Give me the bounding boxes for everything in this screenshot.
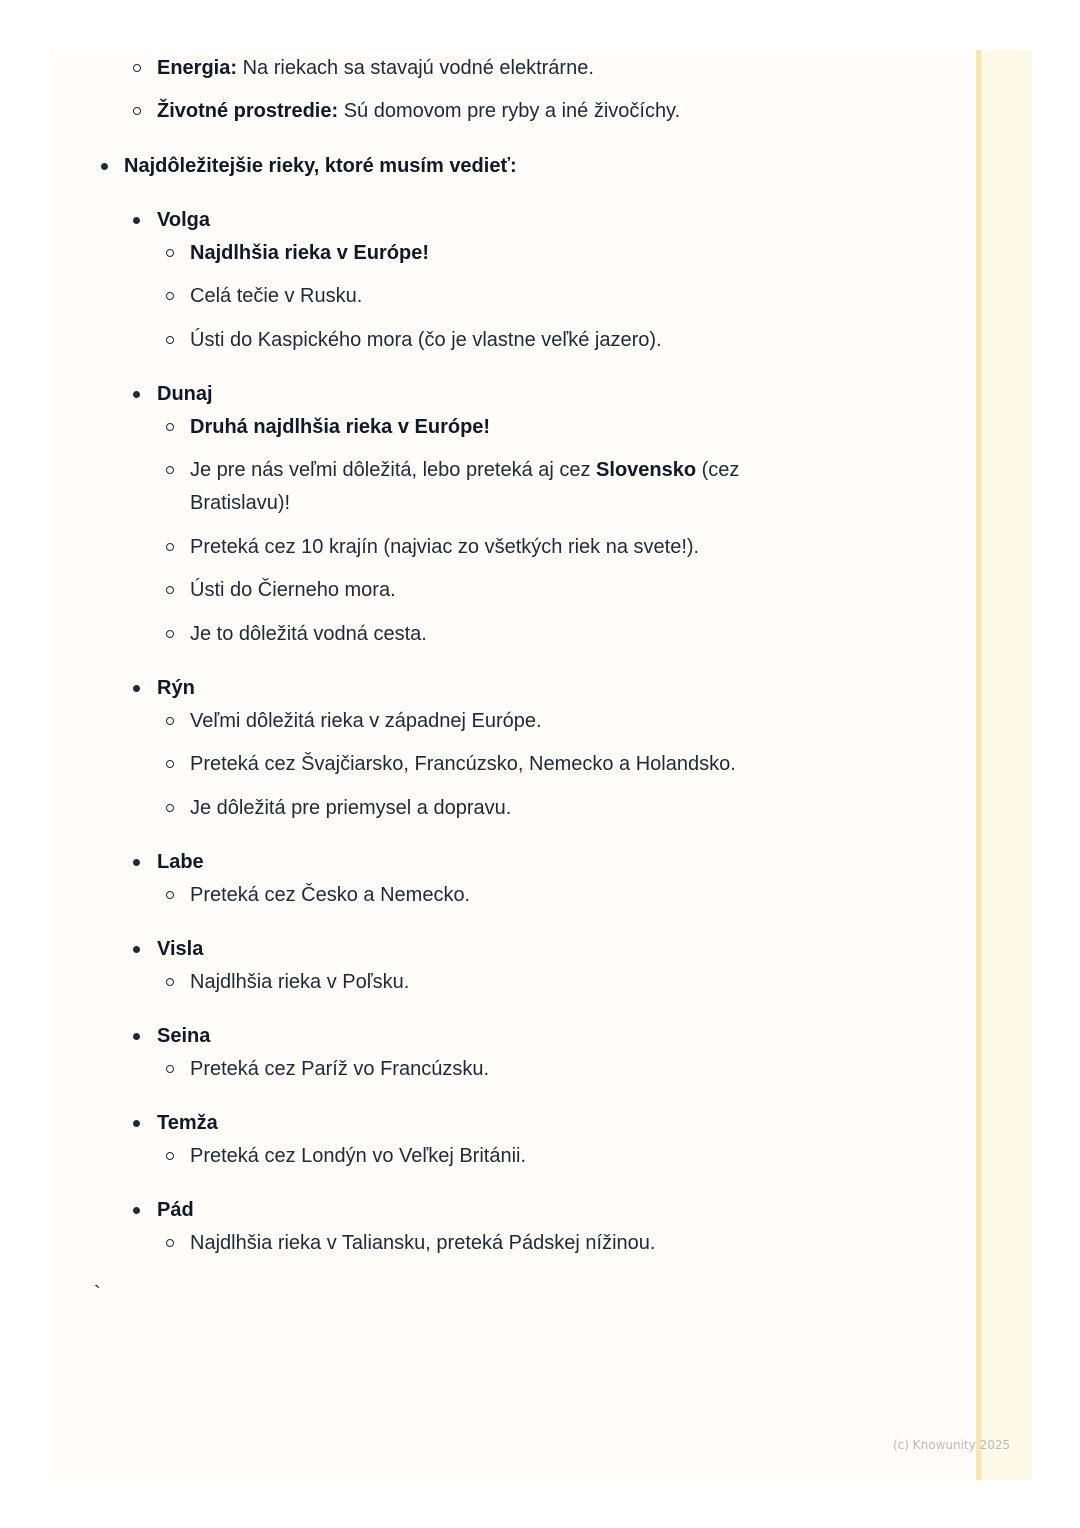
fact-emphasis: Slovensko	[596, 459, 697, 481]
circle-bullet-icon	[166, 292, 174, 300]
river-name-labe: Labe	[157, 851, 204, 873]
list-item-zivotne-prostredie	[157, 95, 680, 128]
disc-bullet-icon	[133, 1120, 140, 1127]
river-fact: Najdlhšia rieka v Európe!	[190, 242, 429, 264]
river-fact	[190, 454, 739, 487]
river-fact: Najdlhšia rieka v Poľsku.	[190, 971, 410, 993]
circle-bullet-icon	[166, 760, 174, 768]
disc-bullet-icon	[133, 685, 140, 692]
circle-bullet-icon	[166, 717, 174, 725]
circle-bullet-icon	[166, 804, 174, 812]
river-fact-continuation: Bratislavu)!	[190, 492, 291, 514]
river-name-pad: Pád	[157, 1199, 194, 1221]
circle-bullet-icon	[166, 586, 174, 594]
item-label: Energia:	[157, 57, 238, 79]
margin-line	[976, 50, 981, 1480]
circle-bullet-icon	[166, 466, 174, 474]
disc-bullet-icon	[133, 1207, 140, 1214]
disc-bullet-icon	[101, 163, 108, 170]
river-fact: Preteká cez Švajčiarsko, Francúzsko, Nemecko a Holandsko.	[190, 753, 736, 775]
disc-bullet-icon	[133, 1033, 140, 1040]
circle-bullet-icon	[133, 107, 141, 115]
section-heading: Najdôležitejšie rieky, ktoré musím vedieť:	[124, 155, 517, 177]
river-fact: Je to dôležitá vodná cesta.	[190, 623, 427, 645]
river-fact: Najdlhšia rieka v Taliansku, preteká Pádskej nížinou.	[190, 1232, 656, 1254]
margin-strip	[976, 50, 1032, 1480]
stray-mark: `	[94, 1283, 101, 1305]
circle-bullet-icon	[166, 249, 174, 257]
circle-bullet-icon	[166, 423, 174, 431]
river-fact: Preteká cez Česko a Nemecko.	[190, 884, 471, 906]
item-label: Životné prostredie:	[157, 100, 339, 122]
item-text: Sú domovom pre ryby a iné živočíchy.	[338, 100, 681, 122]
river-fact: Veľmi dôležitá rieka v západnej Európe.	[190, 710, 542, 732]
disc-bullet-icon	[133, 217, 140, 224]
circle-bullet-icon	[166, 543, 174, 551]
circle-bullet-icon	[166, 891, 174, 899]
fact-text: Je pre nás veľmi dôležitá, lebo preteká aj cez	[190, 459, 597, 481]
disc-bullet-icon	[133, 946, 140, 953]
river-fact: Druhá najdlhšia rieka v Európe!	[190, 416, 491, 438]
circle-bullet-icon	[166, 1065, 174, 1073]
river-fact: Je dôležitá pre priemysel a dopravu.	[190, 797, 512, 819]
circle-bullet-icon	[166, 336, 174, 344]
river-fact: Ústi do Čierneho mora.	[190, 579, 396, 601]
circle-bullet-icon	[133, 64, 141, 72]
document-page	[50, 50, 1032, 1480]
disc-bullet-icon	[133, 859, 140, 866]
river-fact: Preteká cez Paríž vo Francúzsku.	[190, 1058, 490, 1080]
item-text: Na riekach sa stavajú vodné elektrárne.	[237, 57, 594, 79]
circle-bullet-icon	[166, 1152, 174, 1160]
river-fact: Preteká cez 10 krajín (najviac zo všetkých riek na svete!).	[190, 536, 700, 558]
river-fact: Celá tečie v Rusku.	[190, 285, 363, 307]
river-fact: Ústi do Kaspického mora (čo je vlastne veľké jazero).	[190, 329, 662, 351]
circle-bullet-icon	[166, 630, 174, 638]
circle-bullet-icon	[166, 1239, 174, 1247]
list-item-energia	[157, 52, 594, 85]
copyright-footer: (c) Knowunity 2025	[893, 1438, 1011, 1452]
river-name-temza: Temža	[157, 1112, 218, 1134]
river-name-seina: Seina	[157, 1025, 211, 1047]
river-fact: Preteká cez Londýn vo Veľkej Británii.	[190, 1145, 527, 1167]
river-name-volga: Volga	[157, 209, 210, 231]
river-name-dunaj: Dunaj	[157, 383, 213, 405]
disc-bullet-icon	[133, 391, 140, 398]
river-name-visla: Visla	[157, 938, 204, 960]
fact-text: (cez	[696, 459, 740, 481]
river-name-ryn: Rýn	[157, 677, 195, 699]
circle-bullet-icon	[166, 978, 174, 986]
